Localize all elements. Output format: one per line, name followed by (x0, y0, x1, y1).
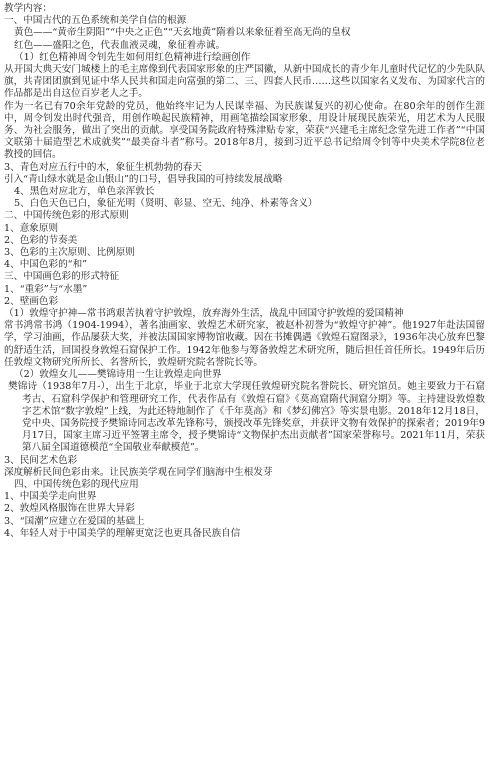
zhou-lingzhao-paragraph-2: 作为一名已有70余年党龄的党员，他始终牢记为人民谋幸福、为民族谋复兴的初心使命。在80余年的创作生涯中，周令钊发出时代强音，用创作唤起民族精神，用画笔描绘国家形象，用设计展现民族荣光，用艺术为人民服务、为社会服务，做出了突出的贡献。享受国务院政府特殊津贴专家，荣获“兴建毛主席纪念堂先进工作者”“中国文联第十届造型艺术成就奖”“最美奋斗者”称号。2018年8月，接到习近平总书记给周令钊等中央美术学院8位老教授的回信。 (4, 100, 485, 161)
black-item: 4、黑色对应北方，单色亲浑敦长 (14, 186, 155, 198)
section-three-title: 三、中国画色彩的形式特征 (4, 271, 120, 283)
red-spirit-subtitle: （1）红色精神周令钊先生如何用红色精神进行绘画创作 (14, 51, 251, 63)
section-one-title: 一、中国古代的五色系统和美学自信的根源 (4, 15, 187, 27)
folk-art-item: 3、民间艺术色彩 (4, 454, 78, 466)
principle-item-1: 1、意象原则 (4, 222, 59, 234)
feature-item-2: 2、壁画色彩 (4, 295, 59, 307)
section-two-title: 二、中国传统色彩的形式原则 (4, 210, 129, 222)
section-four-title: 四、中国传统色彩的现代应用 (14, 478, 139, 490)
zhou-lingzhao-paragraph-1: 从开国大典天安门城楼上的毛主席像到代表国家形象的庄严国徽，从新中国成长的青少年儿童时代记忆的少先队队旗，共青团团旗到见证中华人民共和国走向富强的第二、三、四套人民币……这些以国家名义发布、为国家代言的作品都是出自这位百岁老人之手。 (4, 64, 485, 100)
principle-item-3: 3、色彩的主次原则、比例原则 (4, 247, 135, 259)
dunhuang-daughter-title: （2）敦煌女儿——樊锦诗用一生让敦煌走向世界 (14, 369, 222, 381)
modern-item-3: 3、“国潮”应建立在爱国的基础上 (4, 515, 145, 527)
chang-shuhong-paragraph: 常书鸿常书鸿（1904-1994），著名油画家、敦煌艺术研究家，被赵朴初誉为“敦煌守护神”。他1927年赴法国留学，学习油画，作品屡获大奖，并被法国国家博物馆收藏。因在书摊偶遇《敦煌石窟图录》，1936年决心放弃巴黎的舒适生活，回国投身敦煌石窟保护工作。1942年他参与筹备敦煌艺术研究所，随后担任首任所长。1949年后历任敦煌文物研究所所长、名誉所长，敦煌研究院名誉院长等。 (4, 320, 485, 368)
yellow-paragraph: 黄色——“黄帝生阴阳”“中央之正色”“天玄地黄”隋着以来象征着至高无尚的皇权 (14, 27, 351, 39)
white-item: 5、白色天色已白，象征光明（贤明、彰显、空无、纯净、朴素等含义） (14, 198, 318, 210)
feature-item-1: 1、“重彩”与“水墨” (4, 283, 88, 295)
fan-jinshi-paragraph: 樊锦诗（1938年7月-），出生于北京，毕业于北京大学现任敦煌研究院名誉院长、研究馆员。她主要致力于石窟考古、石窟科学保护和管理研究工作，代表作品有《敦煌石窟》《莫高窟隋代洞窟分期》等。主持建设敦煌数字艺术馆“数字敦煌”上线，为此还特地制作了《千年莫高》和《梦幻佛宫》等实景电影。2018年12月18日，党中央、国务院授予樊锦诗同志改革先锋称号，颁授改革先锋奖章，并获评文物有效保护的探索者；2019年9月17日，国家主席习近平签署主席令，授予樊锦诗“文物保护杰出贡献者”国家荣誉称号。2021年11月，荣获第八届全国道德模范“全国敬业奉献模范”。 (8, 381, 485, 454)
cyan-slogan: 引入“青山绿水就是金山银山”的口号，倡导我国的可持续发展战略 (4, 173, 283, 185)
principle-item-2: 2、色彩的节奏美 (4, 234, 78, 246)
red-paragraph: 红色——盛阳之色，代表血液灵魂，象征着赤诚。 (14, 39, 226, 51)
content-heading: 教学内容： (4, 3, 52, 14)
dunhuang-guardian-title: （1）敦煌守护神—常书鸿艰苦执着守护敦煌，放弃海外生活，战乱中回国守护敦煌的爱国精神 (4, 308, 404, 320)
modern-item-2: 2、敦煌风格服饰在世界大异彩 (4, 503, 135, 515)
folk-art-description: 深度解析民间色彩由来。让民族美学观在同学们脑海中生根发芽 (4, 466, 273, 478)
modern-item-1: 1、中国美学走向世界 (4, 491, 97, 503)
cyan-item: 3、青色对应五行中的木，象征生机勃勃的春天 (4, 161, 202, 173)
modern-item-4: 4、年轻人对于中国美学的理解更宽泛也更具备民族自信 (4, 527, 241, 539)
principle-item-4: 4、中国色彩的“和” (4, 259, 88, 271)
